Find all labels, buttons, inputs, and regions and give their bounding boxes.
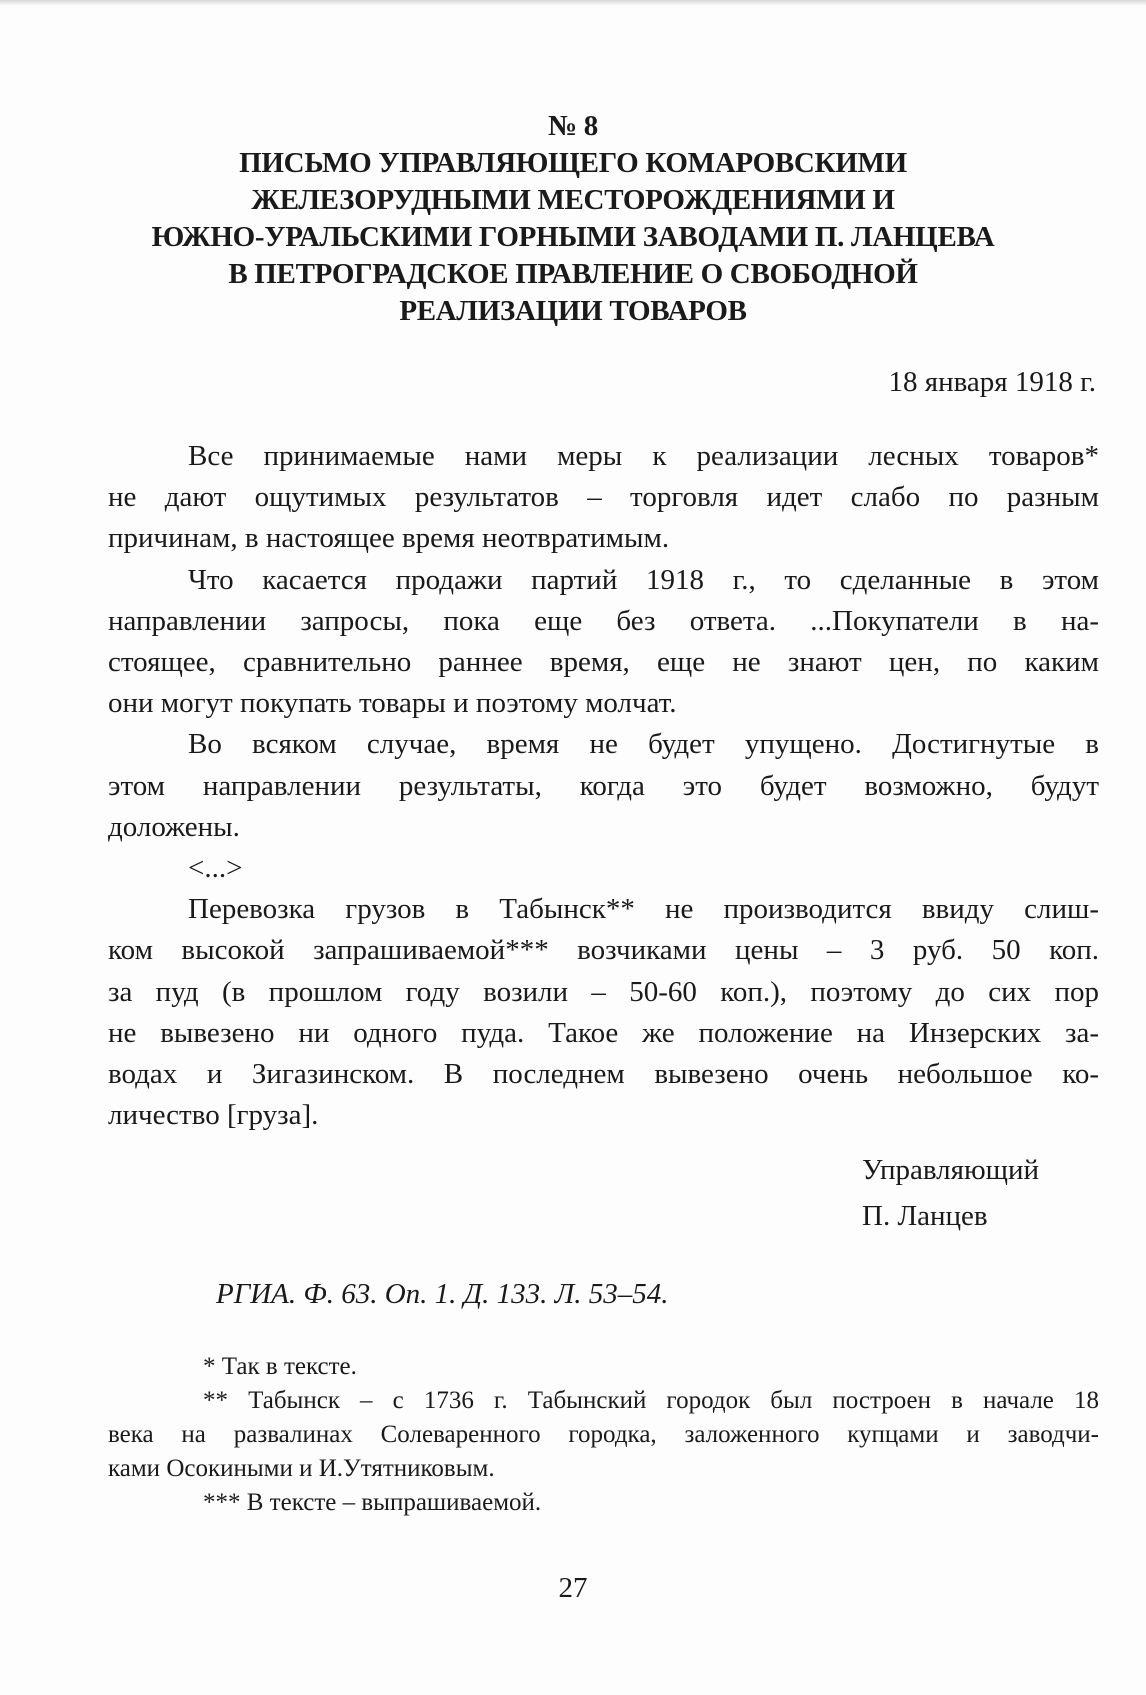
body-line: не дают ощутимых результатов – торговля идет слабо по разным bbox=[108, 481, 1099, 514]
body-line: Что касается продажи партий 1918 г., то сделанные в этом bbox=[188, 563, 1099, 596]
body-line: доложены. bbox=[108, 810, 240, 843]
body-line: за пуд (в прошлом году возили – 50-60 коп.), поэтому до сих пор bbox=[108, 975, 1099, 1008]
title-line: ПИСЬМО УПРАВЛЯЮЩЕГО КОМАРОВСКИМИ bbox=[239, 147, 907, 179]
document-number: № 8 bbox=[548, 110, 598, 142]
title-line: ЖЕЛЕЗОРУДНЫМИ МЕСТОРОЖДЕНИЯМИ И bbox=[251, 184, 895, 216]
body-line: Все принимаемые нами меры к реализации лесных товаров* bbox=[188, 440, 1099, 472]
body-line: ком высокой запрашиваемой*** возчиками цены – 3 руб. 50 коп. bbox=[108, 934, 1099, 967]
body-line: Во всяком случае, время не будет упущено. Достигнутые в bbox=[188, 728, 1099, 761]
document-header bbox=[100, 108, 1046, 330]
body-line: водах и Зигазинском. В последнем вывезено очень небольшое ко- bbox=[108, 1058, 1099, 1091]
footnotes bbox=[108, 1350, 1099, 1520]
footnote-line: *** В тексте – выпрашиваемой. bbox=[203, 1489, 542, 1516]
body-line: личество [груза]. bbox=[108, 1099, 319, 1132]
footnote-line: века на развалинах Солеваренного городка, заложенного купцами и заводчи- bbox=[108, 1421, 1099, 1448]
page-top-edge bbox=[0, 0, 1146, 6]
footnote-line: * Так в тексте. bbox=[203, 1353, 357, 1380]
signature-title: Управляющий bbox=[862, 1154, 1040, 1186]
footnote-line: ками Осокиными и И.Утятниковым. bbox=[108, 1455, 495, 1482]
title-line: ЮЖНО-УРАЛЬСКИМИ ГОРНЫМИ ЗАВОДАМИ П. ЛАНЦЕВА bbox=[151, 221, 995, 253]
body-line: не вывезено ни одного пуда. Такое же положение на Инзерских за- bbox=[108, 1016, 1099, 1049]
document-date: 18 января 1918 г. bbox=[888, 366, 1096, 398]
body-line: направлении запросы, пока еще без ответа. ...Покупатели в на- bbox=[108, 604, 1099, 637]
omission-mark: <...> bbox=[188, 852, 243, 885]
signature-name: П. Ланцев bbox=[862, 1200, 988, 1232]
letter-body bbox=[108, 436, 1099, 1136]
page-number: 27 bbox=[558, 1572, 588, 1604]
title-line: РЕАЛИЗАЦИИ ТОВАРОВ bbox=[399, 295, 747, 327]
archive-reference: РГИА. Ф. 63. Оп. 1. Д. 133. Л. 53–54. bbox=[216, 1278, 669, 1310]
body-line: они могут покупать товары и поэтому молчат. bbox=[108, 687, 677, 720]
body-line: этом направлении результаты, когда это будет возможно, будут bbox=[108, 769, 1099, 802]
body-line: Перевозка грузов в Табынск** не производится ввиду слиш- bbox=[188, 893, 1099, 926]
body-line: стоящее, сравнительно раннее время, еще не знают цен, по каким bbox=[108, 646, 1099, 679]
title-line: В ПЕТРОГРАДСКОЕ ПРАВЛЕНИЕ О СВОБОДНОЙ bbox=[228, 258, 918, 290]
footnote-line: ** Табынск – с 1736 г. Табынский городок был построен в начале 18 bbox=[203, 1387, 1099, 1414]
body-line: причинам, в настоящее время неотвратимым. bbox=[108, 522, 670, 555]
